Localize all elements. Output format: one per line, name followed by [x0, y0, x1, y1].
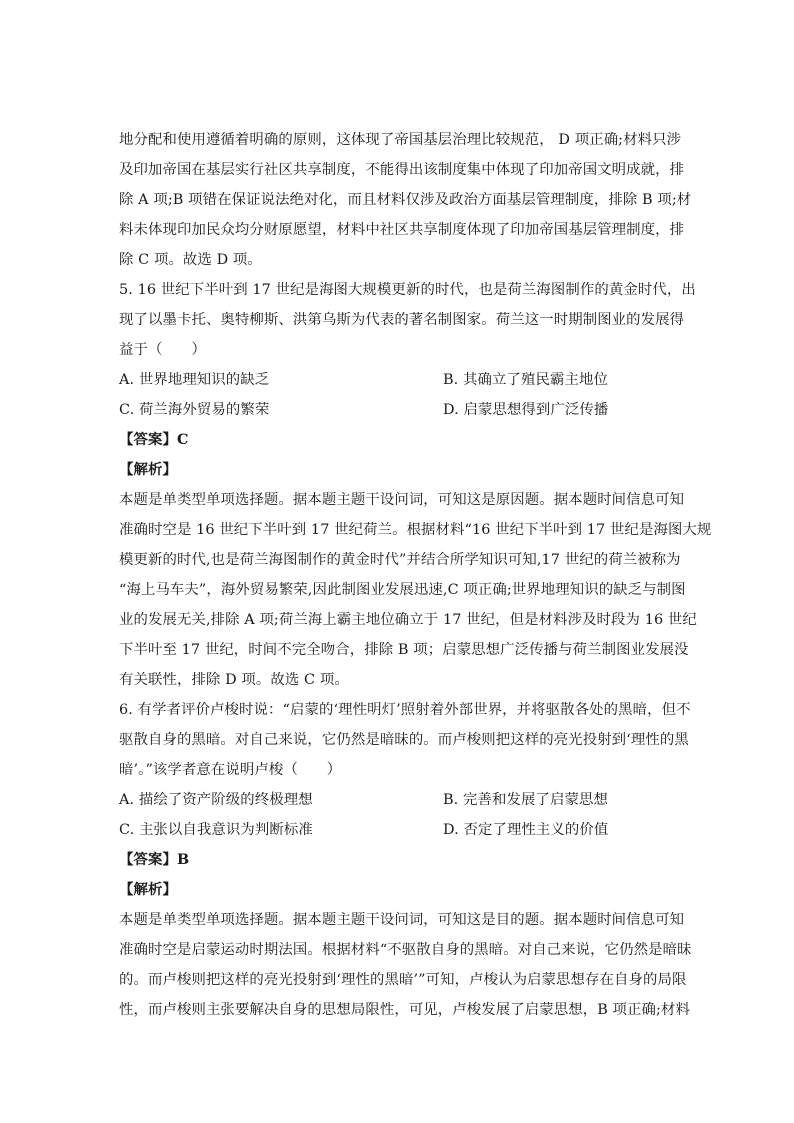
question-5-analysis-label: 【解析】 [119, 461, 177, 478]
question-5-option-c: C. 荷兰海外贸易的繁荣 [119, 402, 270, 418]
question-6-stem: 暗’。”该学者意在说明卢梭（ ） [119, 762, 342, 778]
question-6-analysis: 本题是单类型单项选择题。据本题主题干设问词，可知这是目的题。据本题时间信息可知 [119, 912, 685, 928]
question-6-option-d: D. 否定了理性主义的价值 [443, 822, 609, 838]
question-5-analysis: “海上马车夫”，海外贸易繁荣,因此制图业发展迅速,C 项正确;世界地理知识的缺乏与制图 [119, 582, 686, 598]
question-6-answer: 【答案】B [119, 851, 190, 868]
question-5-analysis: 下半叶至 17 世纪，时间不完全吻合，排除 B 项；启蒙思想广泛传播与荷兰制图业发展没 [119, 642, 689, 658]
question-6-stem: 6. 有学者评价卢梭时说：“启蒙的‘理性明灯’照射着外部世界，并将驱散各处的黑暗，但不 [119, 702, 691, 718]
text-line: 料未体现印加民众均分财原愿望，材料中社区共享制度体现了印加帝国基层管理制度，排 [119, 222, 685, 238]
question-6-stem: 驱散自身的黑暗。对自己来说，它仍然是暗昧的。而卢梭则把这样的亮光投射到‘理性的黑 [119, 732, 689, 748]
question-6-analysis: 的。而卢梭则把这样的亮光投射到‘理性的黑暗’”可知，卢梭认为启蒙思想存在自身的局限 [119, 972, 687, 988]
question-5-analysis: 准确时空是 16 世纪下半叶到 17 世纪荷兰。根据材料“16 世纪下半叶到 17 世纪是海图大规 [119, 522, 712, 538]
question-5-analysis: 有关联性，排除 D 项。故选 C 项。 [119, 672, 349, 688]
question-6-analysis: 性，而卢梭则主张要解决自身的思想局限性，可见，卢梭发展了启蒙思想，B 项正确;材料 [119, 1002, 690, 1018]
question-5-analysis: 模更新的时代,也是荷兰海图制作的黄金时代”并结合所学知识可知,17 世纪的荷兰被称为 [119, 552, 681, 568]
text-line: 除 C 项。故选 D 项。 [119, 252, 262, 268]
text-line: 及印加帝国在基层实行社区共享制度，不能得出该制度集中体现了印加帝国文明成就，排 [119, 162, 685, 178]
question-5-stem: 现了以墨卡托、奥特柳斯、洪第乌斯为代表的著名制图家。荷兰这一时期制图业的发展得 [119, 312, 685, 328]
question-6-option-b: B. 完善和发展了启蒙思想 [443, 792, 608, 808]
question-5-option-d: D. 启蒙思想得到广泛传播 [443, 402, 609, 418]
question-5-answer: 【答案】C [119, 431, 189, 448]
question-5-stem: 5. 16 世纪下半叶到 17 世纪是海图大规模更新的时代，也是荷兰海图制作的黄金时代，出 [119, 282, 696, 298]
question-6-analysis: 准确时空是启蒙运动时期法国。根据材料“不驱散自身的黑暗。对自己来说，它仍然是暗昧 [119, 942, 692, 958]
question-5-option-b: B. 其确立了殖民霸主地位 [443, 372, 608, 388]
question-5-option-a: A. 世界地理知识的缺乏 [119, 372, 270, 388]
text-line: 地分配和使用遵循着明确的原则，这体现了帝国基层治理比较规范， D 项正确;材料只涉 [119, 132, 682, 148]
text-line: 除 A 项;B 项错在保证说法绝对化，而且材料仅涉及政治方面基层管理制度，排除 B 项;材 [119, 192, 692, 208]
question-6-option-c: C. 主张以自我意识为判断标准 [119, 822, 313, 838]
question-5-stem: 益于（ ） [119, 342, 206, 358]
question-5-analysis: 业的发展无关,排除 A 项;荷兰海上霸主地位确立于 17 世纪，但是材料涉及时段为 16 世纪 [119, 612, 697, 628]
question-5-analysis: 本题是单类型单项选择题。据本题主题干设问词，可知这是原因题。据本题时间信息可知 [119, 492, 685, 508]
question-6-analysis-label: 【解析】 [119, 881, 177, 898]
question-6-option-a: A. 描绘了资产阶级的终极理想 [119, 792, 313, 808]
